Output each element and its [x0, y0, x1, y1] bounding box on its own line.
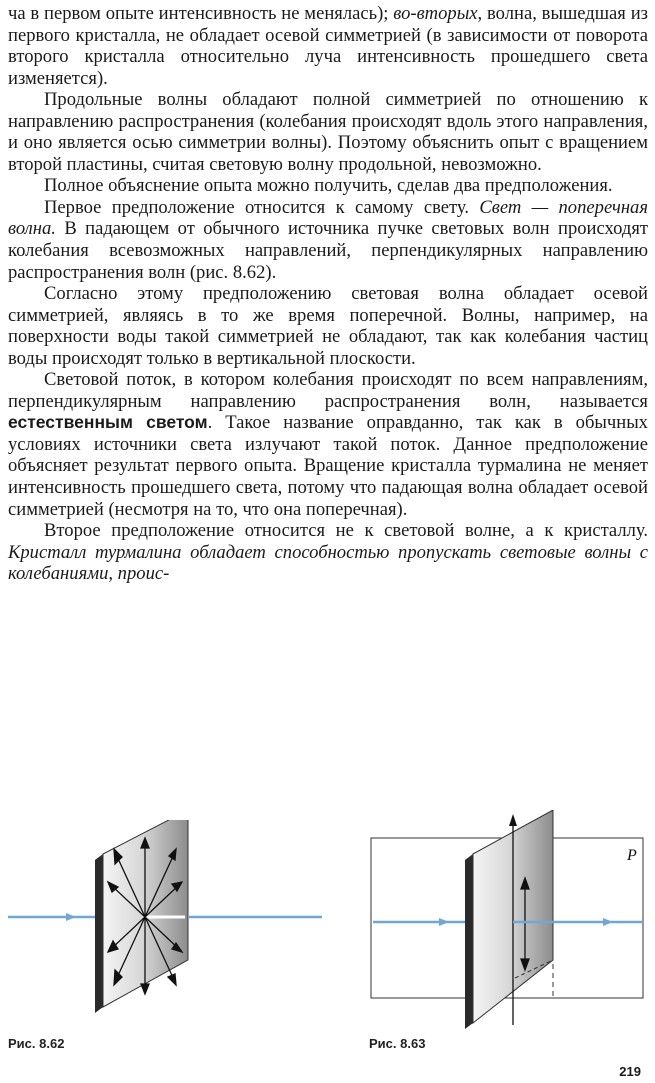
beam-arrowhead [66, 913, 76, 921]
plane-p-label: P [627, 847, 637, 864]
paragraph-p3 [8, 175, 648, 197]
figure-8-63 [365, 810, 650, 1035]
emphasis: во-вторых [393, 3, 478, 24]
text-run: Полное объяснение опыта можно получить, сделав два предположения. [44, 175, 613, 197]
emphasis: Свет — поперечная волна. [8, 196, 648, 240]
text-run: , волна, вышедшая из первого кристалла, не обладает осевой симметрией (в зависимости от поворота второго кристалла относительно луча интенсивность прошедшего света изменяется). [8, 3, 648, 89]
text-run: Световой поток, в котором колебания происходят по всем направлениям, перпендикулярным направлению распространения волн, называется [8, 369, 648, 412]
text-run: Первое предположение относится к самому свету. [44, 196, 480, 218]
text-run: . Такое название оправданно, так как в обычных условиях источники света излучают такой поток. Данное предположение объясняет результат первого опыта. Вращение кристалла турмалина не меняет интенсивность прошедшего света, потому что падающая волна обладает осевой симметрией (несмотря на то, что она поперечная). [8, 412, 648, 520]
text-run: В падающем от обычного источника пучке световых волн происходят колебания всевозможных направлений, перпендикулярных направлению распространения волн (рис. 8.62). [8, 218, 648, 283]
figure-8-63-caption: Рис. 8.63 [369, 1036, 426, 1051]
text-run: Второе предположение относится не к световой волне, а к кристаллу. [44, 520, 648, 542]
text-run: Согласно этому предположению световая волна обладает осевой симметрией, являясь в то же время поперечной. Волны, например, на поверхности воды такой симметрией не обладают, так как колебания частиц воды происходят только в вертикальной плоскости. [8, 283, 648, 369]
paragraph-p7 [8, 520, 648, 585]
body-text [8, 3, 648, 585]
text-run: Продольные волны обладают полной симметрией по отношению к направлению распространения (колебания происходят вдоль этого направления, и оно является осью симметрии волны). Поэтому объяснить опыт с вращением второй пластины, считая световую волну продольной, невозможно. [8, 89, 648, 175]
emphasis: Кристалл турмалина обладает способностью пропускать световые волны с колебаниями, проис- [8, 541, 648, 585]
figure-8-62-caption: Рис. 8.62 [8, 1036, 65, 1051]
paragraph-p2 [8, 89, 648, 175]
page-number: 219 [619, 1064, 641, 1079]
figure-8-62 [0, 820, 330, 1030]
term: естественным светом [8, 412, 208, 433]
paragraph-p4 [8, 197, 648, 283]
text-run: ча в первом опыте интенсивность не менялась); [8, 3, 394, 24]
paragraph-p1 [8, 3, 648, 89]
plate-edge [95, 854, 103, 1013]
paragraph-p6 [8, 369, 648, 520]
paragraph-p5 [8, 283, 648, 369]
plate-edge-2 [465, 854, 473, 1029]
